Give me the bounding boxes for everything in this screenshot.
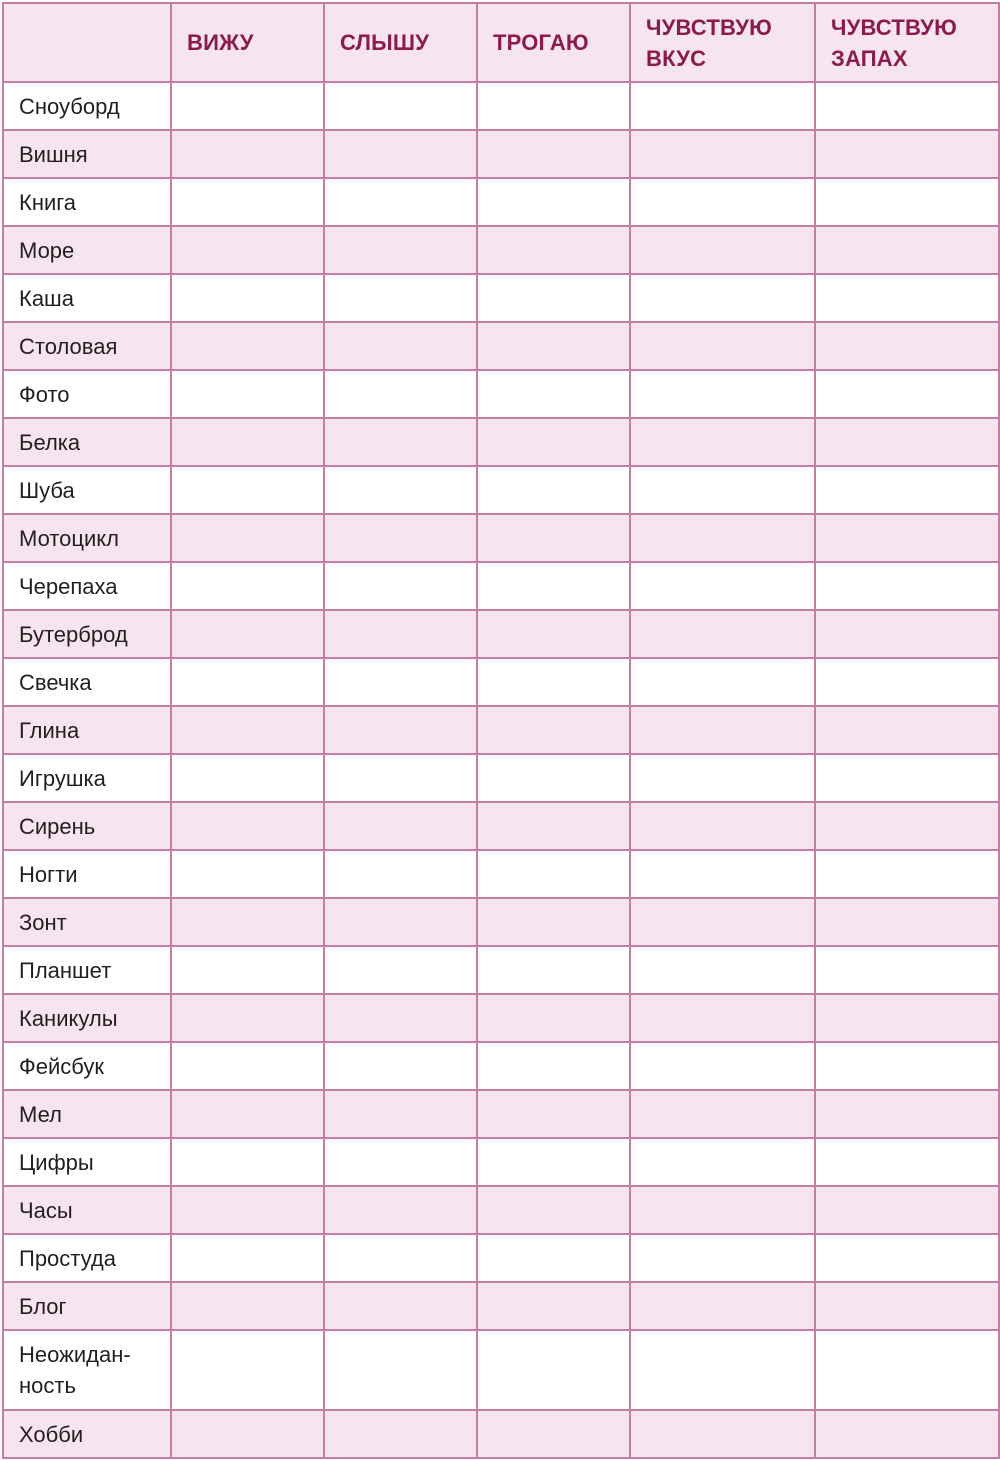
taste-cell[interactable] bbox=[630, 1042, 815, 1090]
hear-cell[interactable] bbox=[324, 178, 477, 226]
taste-cell[interactable] bbox=[630, 226, 815, 274]
see-cell[interactable] bbox=[171, 802, 324, 850]
row-label bbox=[3, 658, 171, 706]
hear-cell[interactable] bbox=[324, 898, 477, 946]
table-row bbox=[3, 898, 999, 946]
row-label-text: Глина bbox=[19, 717, 80, 743]
touch-cell[interactable] bbox=[477, 994, 630, 1042]
see-cell[interactable] bbox=[171, 562, 324, 610]
smell-cell[interactable] bbox=[815, 1234, 999, 1282]
smell-cell[interactable] bbox=[815, 946, 999, 994]
touch-cell[interactable] bbox=[477, 178, 630, 226]
smell-cell[interactable] bbox=[815, 706, 999, 754]
table-row bbox=[3, 1330, 999, 1410]
hear-cell[interactable] bbox=[324, 850, 477, 898]
row-label bbox=[3, 1042, 171, 1090]
taste-cell[interactable] bbox=[630, 1090, 815, 1138]
hear-cell[interactable] bbox=[324, 802, 477, 850]
hear-cell[interactable] bbox=[324, 1330, 477, 1410]
taste-cell[interactable] bbox=[630, 994, 815, 1042]
row-label-text: Ногти bbox=[19, 861, 78, 887]
table-body bbox=[3, 82, 999, 1458]
taste-cell[interactable] bbox=[630, 322, 815, 370]
taste-cell[interactable] bbox=[630, 1234, 815, 1282]
row-label bbox=[3, 898, 171, 946]
touch-cell[interactable] bbox=[477, 1282, 630, 1330]
touch-cell[interactable] bbox=[477, 802, 630, 850]
hear-cell[interactable] bbox=[324, 754, 477, 802]
touch-cell[interactable] bbox=[477, 562, 630, 610]
see-cell[interactable] bbox=[171, 706, 324, 754]
smell-cell[interactable] bbox=[815, 466, 999, 514]
row-label-text: Блог bbox=[19, 1293, 67, 1319]
taste-cell[interactable] bbox=[630, 130, 815, 178]
row-label bbox=[3, 1234, 171, 1282]
row-label bbox=[3, 82, 171, 130]
table-row bbox=[3, 1186, 999, 1234]
row-label bbox=[3, 226, 171, 274]
row-label-text: Мотоцикл bbox=[19, 525, 119, 551]
table-row bbox=[3, 1410, 999, 1458]
table-row bbox=[3, 802, 999, 850]
hear-cell[interactable] bbox=[324, 418, 477, 466]
row-label bbox=[3, 1282, 171, 1330]
row-label-text: Неожидан- ность bbox=[19, 1342, 131, 1398]
row-label bbox=[3, 946, 171, 994]
touch-cell[interactable] bbox=[477, 754, 630, 802]
see-cell[interactable] bbox=[171, 1330, 324, 1410]
table-row bbox=[3, 1090, 999, 1138]
row-label bbox=[3, 1330, 171, 1410]
see-cell[interactable] bbox=[171, 1282, 324, 1330]
touch-cell[interactable] bbox=[477, 706, 630, 754]
table-row bbox=[3, 706, 999, 754]
row-label-text: Часы bbox=[19, 1197, 73, 1223]
row-label-text: Сноуборд bbox=[19, 93, 120, 119]
touch-cell[interactable] bbox=[477, 226, 630, 274]
header-corner bbox=[3, 3, 171, 82]
smell-cell[interactable] bbox=[815, 1330, 999, 1410]
touch-cell[interactable] bbox=[477, 418, 630, 466]
hear-cell[interactable] bbox=[324, 514, 477, 562]
touch-cell[interactable] bbox=[477, 1410, 630, 1458]
touch-cell[interactable] bbox=[477, 850, 630, 898]
row-label bbox=[3, 130, 171, 178]
taste-cell[interactable] bbox=[630, 658, 815, 706]
row-label-text: Море bbox=[19, 237, 75, 263]
table-row bbox=[3, 1234, 999, 1282]
see-cell[interactable] bbox=[171, 274, 324, 322]
smell-cell[interactable] bbox=[815, 658, 999, 706]
taste-cell[interactable] bbox=[630, 1282, 815, 1330]
smell-cell[interactable] bbox=[815, 562, 999, 610]
touch-cell[interactable] bbox=[477, 322, 630, 370]
row-label-text: Столовая bbox=[19, 333, 118, 359]
taste-cell[interactable] bbox=[630, 850, 815, 898]
row-label-text: Мел bbox=[19, 1101, 62, 1127]
table-row bbox=[3, 178, 999, 226]
row-label bbox=[3, 370, 171, 418]
hear-cell[interactable] bbox=[324, 1282, 477, 1330]
taste-cell[interactable] bbox=[630, 562, 815, 610]
smell-cell[interactable] bbox=[815, 994, 999, 1042]
smell-cell[interactable] bbox=[815, 1282, 999, 1330]
see-cell[interactable] bbox=[171, 946, 324, 994]
row-label-text: Каникулы bbox=[19, 1005, 118, 1031]
touch-cell[interactable] bbox=[477, 1138, 630, 1186]
taste-cell[interactable] bbox=[630, 946, 815, 994]
table-row bbox=[3, 322, 999, 370]
row-label-text: Зонт bbox=[19, 909, 67, 935]
header-taste: ЧУВСТВУЮ ВКУС bbox=[630, 3, 815, 82]
smell-cell[interactable] bbox=[815, 898, 999, 946]
senses-table bbox=[2, 2, 1000, 1459]
taste-cell[interactable] bbox=[630, 706, 815, 754]
touch-cell[interactable] bbox=[477, 466, 630, 514]
row-label bbox=[3, 274, 171, 322]
hear-cell[interactable] bbox=[324, 130, 477, 178]
smell-cell[interactable] bbox=[815, 802, 999, 850]
touch-cell[interactable] bbox=[477, 370, 630, 418]
row-label-text: Бутерброд bbox=[19, 621, 128, 647]
see-cell[interactable] bbox=[171, 754, 324, 802]
smell-cell[interactable] bbox=[815, 850, 999, 898]
row-label-text: Планшет bbox=[19, 957, 112, 983]
smell-cell[interactable] bbox=[815, 1410, 999, 1458]
touch-cell[interactable] bbox=[477, 82, 630, 130]
table-row bbox=[3, 370, 999, 418]
see-cell[interactable] bbox=[171, 658, 324, 706]
table-row bbox=[3, 130, 999, 178]
hear-cell[interactable] bbox=[324, 82, 477, 130]
smell-cell[interactable] bbox=[815, 274, 999, 322]
taste-cell[interactable] bbox=[630, 370, 815, 418]
hear-cell[interactable] bbox=[324, 322, 477, 370]
taste-cell[interactable] bbox=[630, 514, 815, 562]
see-cell[interactable] bbox=[171, 466, 324, 514]
row-label-text: Цифры bbox=[19, 1149, 94, 1175]
row-label-text: Черепаха bbox=[19, 573, 118, 599]
row-label bbox=[3, 706, 171, 754]
row-label bbox=[3, 466, 171, 514]
table-row bbox=[3, 226, 999, 274]
taste-cell[interactable] bbox=[630, 1410, 815, 1458]
header-smell: ЧУВСТВУЮ ЗАПАХ bbox=[815, 3, 999, 82]
row-label bbox=[3, 1138, 171, 1186]
taste-cell[interactable] bbox=[630, 82, 815, 130]
row-label bbox=[3, 178, 171, 226]
taste-cell[interactable] bbox=[630, 1138, 815, 1186]
taste-cell[interactable] bbox=[630, 178, 815, 226]
hear-cell[interactable] bbox=[324, 946, 477, 994]
row-label-text: Игрушка bbox=[19, 765, 106, 791]
taste-cell[interactable] bbox=[630, 418, 815, 466]
hear-cell[interactable] bbox=[324, 562, 477, 610]
smell-cell[interactable] bbox=[815, 1042, 999, 1090]
table-row bbox=[3, 466, 999, 514]
table-row bbox=[3, 1282, 999, 1330]
table-row bbox=[3, 562, 999, 610]
table-row bbox=[3, 514, 999, 562]
hear-cell[interactable] bbox=[324, 706, 477, 754]
row-label-text: Каша bbox=[19, 285, 74, 311]
hear-cell[interactable] bbox=[324, 466, 477, 514]
taste-cell[interactable] bbox=[630, 1186, 815, 1234]
hear-cell[interactable] bbox=[324, 274, 477, 322]
hear-cell[interactable] bbox=[324, 658, 477, 706]
row-label bbox=[3, 514, 171, 562]
hear-cell[interactable] bbox=[324, 1042, 477, 1090]
header-hear: СЛЫШУ bbox=[324, 3, 477, 82]
table-row bbox=[3, 946, 999, 994]
row-label-text: Свечка bbox=[19, 669, 92, 695]
taste-cell[interactable] bbox=[630, 802, 815, 850]
smell-cell[interactable] bbox=[815, 418, 999, 466]
hear-cell[interactable] bbox=[324, 994, 477, 1042]
smell-cell[interactable] bbox=[815, 514, 999, 562]
see-cell[interactable] bbox=[171, 370, 324, 418]
touch-cell[interactable] bbox=[477, 610, 630, 658]
row-label-text: Сирень bbox=[19, 813, 96, 839]
hear-cell[interactable] bbox=[324, 226, 477, 274]
row-label bbox=[3, 562, 171, 610]
hear-cell[interactable] bbox=[324, 1410, 477, 1458]
table-row bbox=[3, 418, 999, 466]
row-label bbox=[3, 322, 171, 370]
table-row bbox=[3, 658, 999, 706]
see-cell[interactable] bbox=[171, 418, 324, 466]
smell-cell[interactable] bbox=[815, 1090, 999, 1138]
see-cell[interactable] bbox=[171, 226, 324, 274]
smell-cell[interactable] bbox=[815, 754, 999, 802]
see-cell[interactable] bbox=[171, 1410, 324, 1458]
row-label-text: Фото bbox=[19, 381, 70, 407]
see-cell[interactable] bbox=[171, 178, 324, 226]
touch-cell[interactable] bbox=[477, 1330, 630, 1410]
row-label-text: Фейсбук bbox=[19, 1053, 104, 1079]
hear-cell[interactable] bbox=[324, 370, 477, 418]
header-row bbox=[3, 3, 999, 82]
table-row bbox=[3, 1042, 999, 1090]
table-row bbox=[3, 1138, 999, 1186]
see-cell[interactable] bbox=[171, 82, 324, 130]
smell-cell[interactable] bbox=[815, 82, 999, 130]
touch-cell[interactable] bbox=[477, 1090, 630, 1138]
smell-cell[interactable] bbox=[815, 1186, 999, 1234]
row-label bbox=[3, 1186, 171, 1234]
row-label-text: Шуба bbox=[19, 477, 75, 503]
smell-cell[interactable] bbox=[815, 226, 999, 274]
smell-cell[interactable] bbox=[815, 130, 999, 178]
table-row bbox=[3, 850, 999, 898]
row-label-text: Вишня bbox=[19, 141, 88, 167]
row-label bbox=[3, 754, 171, 802]
touch-cell[interactable] bbox=[477, 946, 630, 994]
touch-cell[interactable] bbox=[477, 514, 630, 562]
hear-cell[interactable] bbox=[324, 1090, 477, 1138]
taste-cell[interactable] bbox=[630, 1330, 815, 1410]
see-cell[interactable] bbox=[171, 850, 324, 898]
see-cell[interactable] bbox=[171, 1138, 324, 1186]
touch-cell[interactable] bbox=[477, 1234, 630, 1282]
row-label bbox=[3, 610, 171, 658]
see-cell[interactable] bbox=[171, 1090, 324, 1138]
see-cell[interactable] bbox=[171, 1186, 324, 1234]
hear-cell[interactable] bbox=[324, 1138, 477, 1186]
taste-cell[interactable] bbox=[630, 274, 815, 322]
row-label bbox=[3, 1410, 171, 1458]
smell-cell[interactable] bbox=[815, 610, 999, 658]
see-cell[interactable] bbox=[171, 322, 324, 370]
see-cell[interactable] bbox=[171, 898, 324, 946]
see-cell[interactable] bbox=[171, 610, 324, 658]
smell-cell[interactable] bbox=[815, 322, 999, 370]
table-row bbox=[3, 274, 999, 322]
touch-cell[interactable] bbox=[477, 658, 630, 706]
row-label bbox=[3, 418, 171, 466]
header-touch: ТРОГАЮ bbox=[477, 3, 630, 82]
smell-cell[interactable] bbox=[815, 370, 999, 418]
table-row bbox=[3, 82, 999, 130]
row-label bbox=[3, 802, 171, 850]
taste-cell[interactable] bbox=[630, 610, 815, 658]
header-see: ВИЖУ bbox=[171, 3, 324, 82]
smell-cell[interactable] bbox=[815, 1138, 999, 1186]
touch-cell[interactable] bbox=[477, 130, 630, 178]
row-label-text: Книга bbox=[19, 189, 77, 215]
table-row bbox=[3, 994, 999, 1042]
smell-cell[interactable] bbox=[815, 178, 999, 226]
row-label bbox=[3, 994, 171, 1042]
taste-cell[interactable] bbox=[630, 898, 815, 946]
see-cell[interactable] bbox=[171, 994, 324, 1042]
hear-cell[interactable] bbox=[324, 1234, 477, 1282]
hear-cell[interactable] bbox=[324, 610, 477, 658]
taste-cell[interactable] bbox=[630, 754, 815, 802]
taste-cell[interactable] bbox=[630, 466, 815, 514]
see-cell[interactable] bbox=[171, 1234, 324, 1282]
touch-cell[interactable] bbox=[477, 898, 630, 946]
see-cell[interactable] bbox=[171, 514, 324, 562]
row-label-text: Простуда bbox=[19, 1245, 116, 1271]
row-label-text: Хобби bbox=[19, 1421, 84, 1447]
table-row bbox=[3, 610, 999, 658]
row-label-text: Белка bbox=[19, 429, 81, 455]
see-cell[interactable] bbox=[171, 130, 324, 178]
touch-cell[interactable] bbox=[477, 1186, 630, 1234]
table-row bbox=[3, 754, 999, 802]
hear-cell[interactable] bbox=[324, 1186, 477, 1234]
see-cell[interactable] bbox=[171, 1042, 324, 1090]
touch-cell[interactable] bbox=[477, 1042, 630, 1090]
row-label bbox=[3, 1090, 171, 1138]
row-label bbox=[3, 850, 171, 898]
touch-cell[interactable] bbox=[477, 274, 630, 322]
